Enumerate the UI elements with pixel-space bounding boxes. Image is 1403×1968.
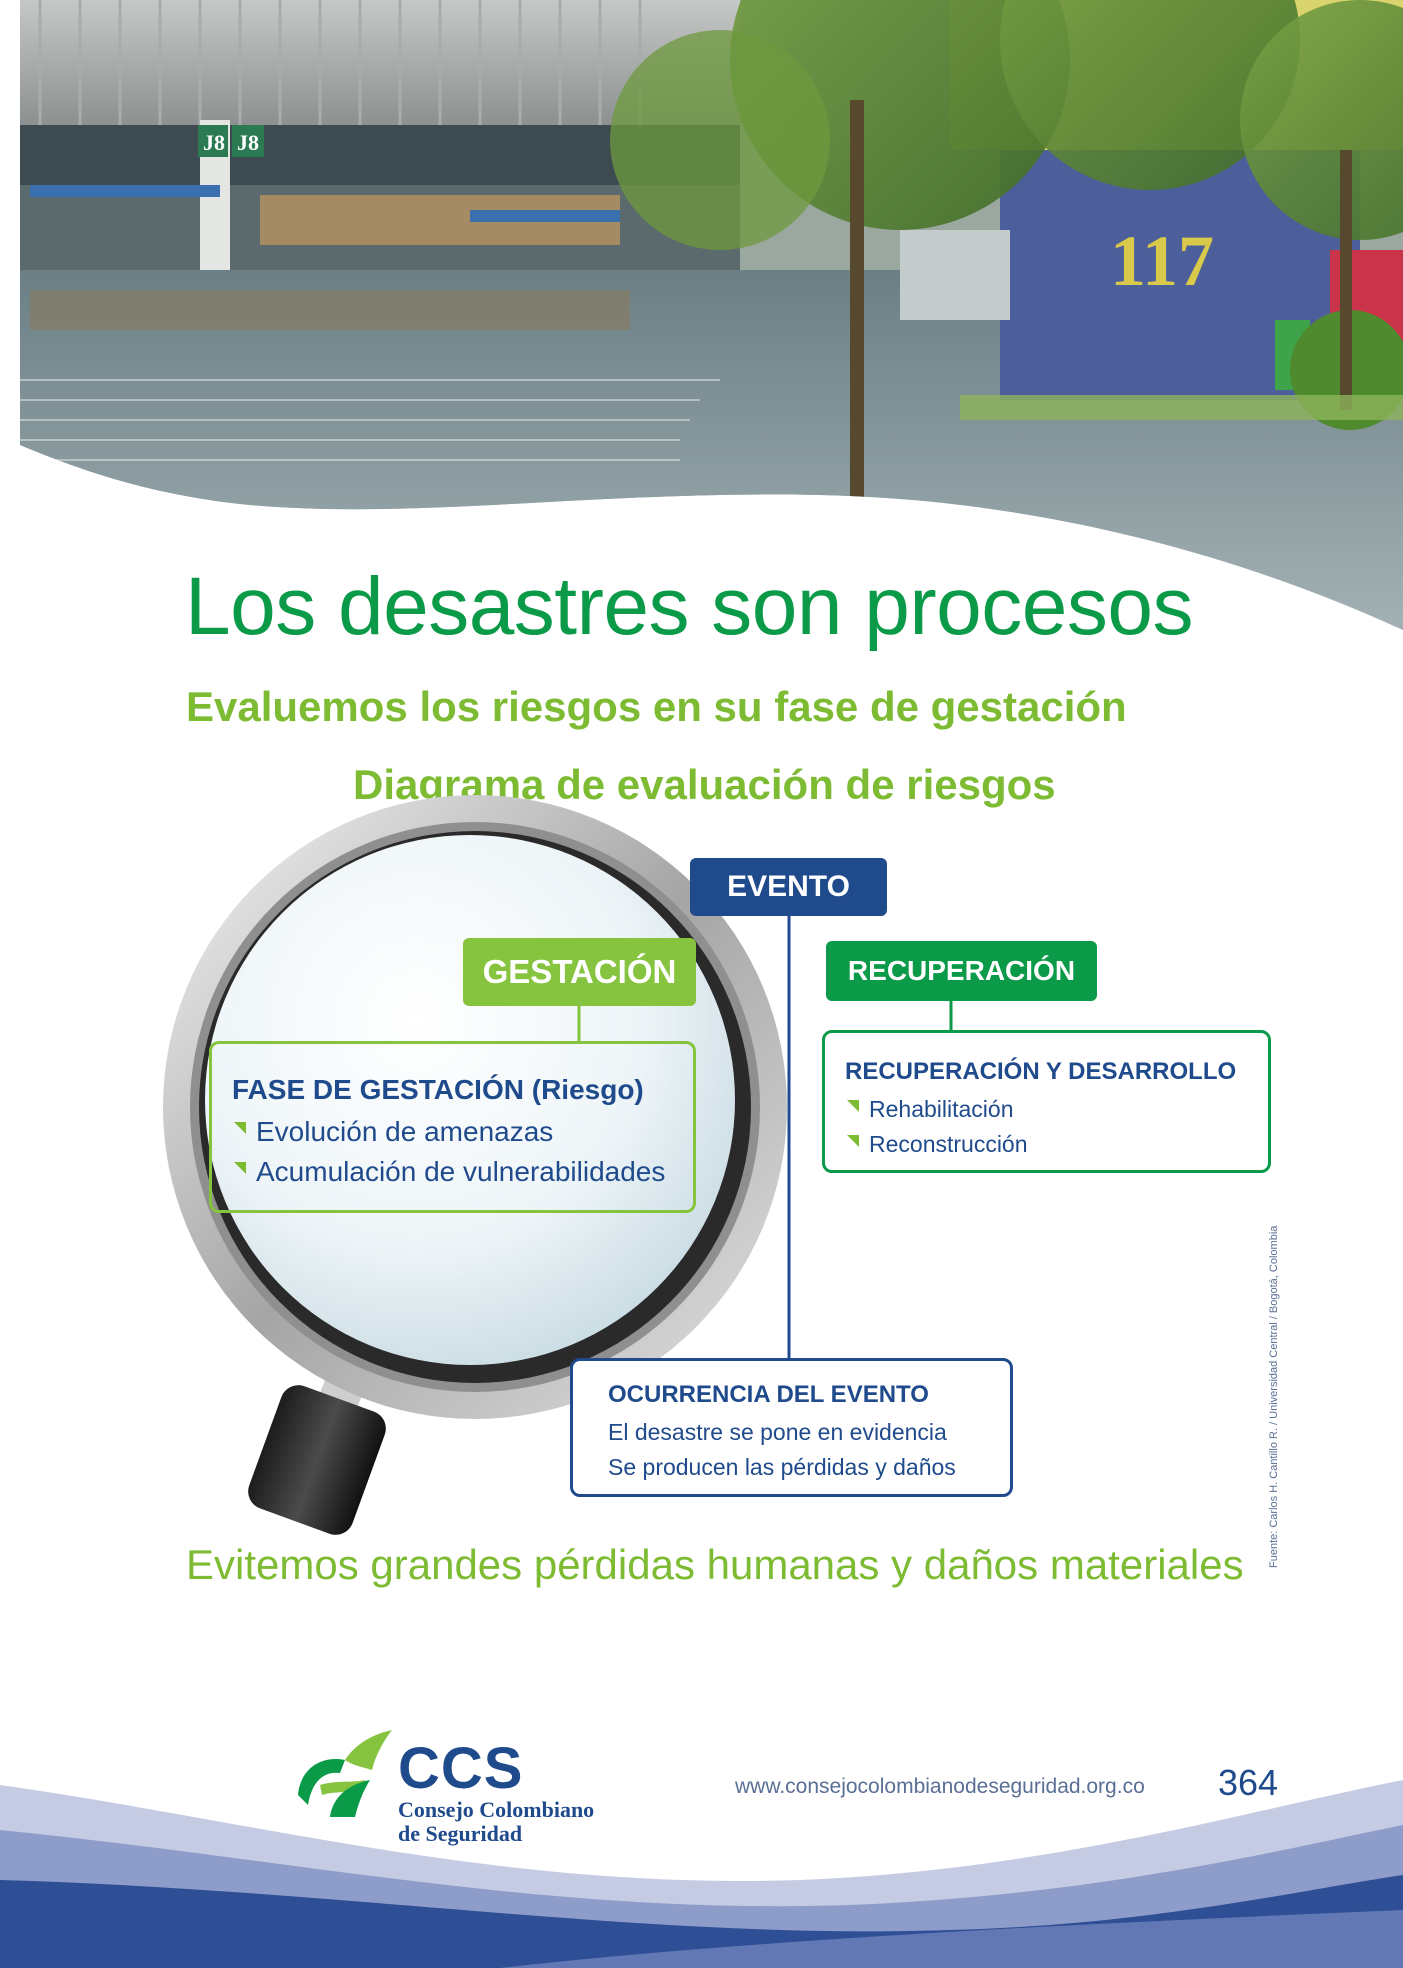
ccs-logo	[398, 1736, 595, 1846]
list-item-text: Rehabilitación	[869, 1096, 1014, 1122]
footer-waves	[0, 1736, 1403, 1968]
svg-text:J8: J8	[203, 130, 225, 155]
list-item	[845, 1127, 1268, 1162]
list-item	[845, 1092, 1268, 1127]
slogan: Evitemos grandes pérdidas humanas y daños materiales	[186, 1541, 1244, 1588]
list-item: El desastre se pone en evidencia	[608, 1419, 947, 1445]
gestacion-heading: FASE DE GESTACIÓN (Riesgo)	[232, 1074, 644, 1105]
recuperacion-list	[845, 1092, 1268, 1162]
source-note: Fuente: Carlos H. Cantillo R. / Universidad Central / Bogotá, Colombia	[1268, 1225, 1280, 1568]
ocurrencia-box	[570, 1358, 1013, 1497]
gestacion-tag: GESTACIÓN	[463, 938, 696, 1006]
wall-number: 117	[1110, 221, 1215, 301]
bullet-triangle-icon	[234, 1122, 246, 1134]
bullet-triangle-icon	[234, 1162, 246, 1174]
ocurrencia-heading: OCURRENCIA DEL EVENTO	[608, 1381, 929, 1408]
page-subtitle: Evaluemos los riesgos en su fase de gestación	[186, 683, 1127, 730]
svg-text:J8: J8	[237, 130, 259, 155]
list-item	[232, 1112, 693, 1152]
diagram-title: Diagrama de evaluación de riesgos	[353, 761, 1056, 808]
logo-name-line2: de Seguridad	[398, 1821, 523, 1846]
gestacion-box	[209, 1041, 696, 1213]
recuperacion-tag: RECUPERACIÓN	[826, 941, 1097, 1001]
page-title: Los desastres son procesos	[185, 561, 1193, 652]
list-item-text: Reconstrucción	[869, 1131, 1028, 1157]
logo-name-line1: Consejo Colombiano	[398, 1797, 595, 1822]
bullet-triangle-icon	[847, 1135, 859, 1147]
logo-acronym: CCS	[398, 1736, 524, 1801]
recuperacion-box	[822, 1030, 1271, 1173]
list-item	[232, 1152, 693, 1192]
page-number: 364	[1218, 1762, 1279, 1803]
recuperacion-heading: RECUPERACIÓN Y DESARROLLO	[845, 1058, 1237, 1085]
list-item-text: Acumulación de vulnerabilidades	[256, 1156, 666, 1187]
ccs-logo-icon	[290, 1725, 400, 1820]
ocurrencia-lines	[608, 1415, 1010, 1485]
list-item: Se producen las pérdidas y daños	[608, 1454, 956, 1480]
gestacion-list	[232, 1112, 693, 1192]
list-item-text: Evolución de amenazas	[256, 1116, 554, 1147]
website-link[interactable]: www.consejocolombianodeseguridad.org.co	[735, 1775, 1145, 1798]
bullet-triangle-icon	[847, 1100, 859, 1112]
evento-tag: EVENTO	[690, 858, 887, 916]
